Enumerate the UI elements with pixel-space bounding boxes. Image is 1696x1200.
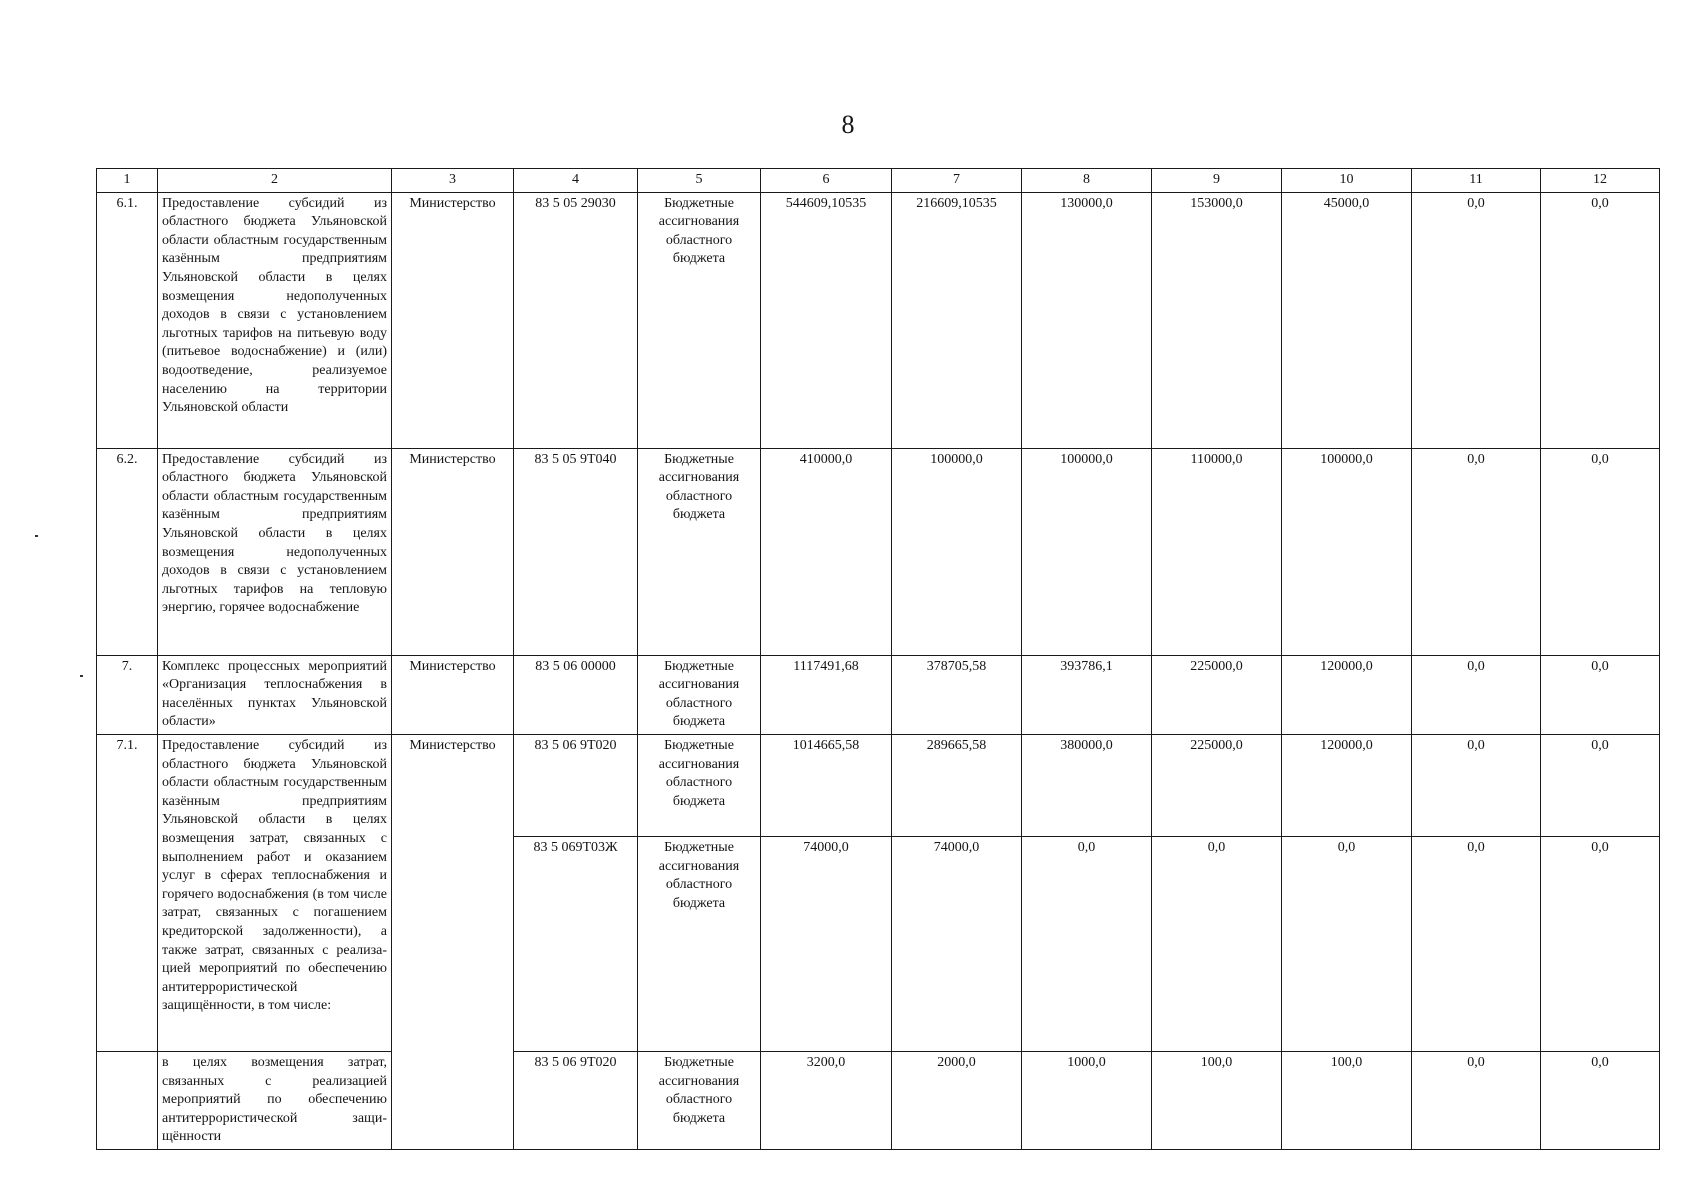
row-executor: Министерство: [392, 448, 514, 655]
row-source: Бюджетные ассигнования областного бюджета: [638, 655, 761, 734]
value-col-10: 120000,0: [1282, 655, 1412, 734]
value-col-12: 0,0: [1541, 1051, 1660, 1149]
value-col-8: 380000,0: [1022, 734, 1152, 836]
row-description: Предоставление субсидий из областного бюджета Ульяновской области областным государственным казённым предприятиям Ульяновской области в целях возмещения затрат, связанных с выполнением работ и оказанием услуг в сферах теплоснабжения и горячего водоснабжения (в том числе затрат, связанных с погашением кредиторской задолженности), а также затрат, связанных с реализацией мероприятий по обеспечению антитеррористической защищённости, в том числе:: [158, 734, 392, 1051]
row-number: 6.1.: [97, 192, 158, 448]
value-col-9: 225000,0: [1152, 734, 1282, 836]
value-col-10: 120000,0: [1282, 734, 1412, 836]
row-number: 7.: [97, 655, 158, 734]
table-row: [97, 655, 1660, 734]
row-source: Бюджетные ассигнования областного бюджета: [638, 734, 761, 836]
value-col-7: 216609,10535: [892, 192, 1022, 448]
value-total: 1014665,58: [761, 734, 892, 836]
table-row: [97, 734, 1660, 836]
value-col-7: 2000,0: [892, 1051, 1022, 1149]
header-cell: 6: [761, 169, 892, 193]
row-code: 83 5 06 9Т020: [514, 734, 638, 836]
value-col-11: 0,0: [1412, 734, 1541, 836]
value-col-9: 0,0: [1152, 836, 1282, 1051]
scan-speck: [35, 535, 38, 537]
scan-speck: [80, 675, 83, 677]
value-col-7: 378705,58: [892, 655, 1022, 734]
value-total: 544609,10535: [761, 192, 892, 448]
row-source: Бюджетные ассигнования областного бюджета: [638, 448, 761, 655]
row-code: 83 5 06 9Т020: [514, 1051, 638, 1149]
table-row: [97, 448, 1660, 655]
value-col-9: 225000,0: [1152, 655, 1282, 734]
header-cell: 3: [392, 169, 514, 193]
header-cell: 10: [1282, 169, 1412, 193]
value-col-9: 153000,0: [1152, 192, 1282, 448]
value-col-12: 0,0: [1541, 734, 1660, 836]
row-description: в целях возмещения затрат, связанных с реализацией мероприятий по обеспечению антитеррористической защищённости: [158, 1051, 392, 1149]
row-executor: Министерство: [392, 734, 514, 1149]
value-col-7: 289665,58: [892, 734, 1022, 836]
page-number: 8: [841, 110, 855, 139]
value-col-8: 0,0: [1022, 836, 1152, 1051]
header-cell: 1: [97, 169, 158, 193]
value-col-12: 0,0: [1541, 448, 1660, 655]
row-executor: Министерство: [392, 192, 514, 448]
row-description: Предоставление субсидий из областного бюджета Ульяновской области областным государственным казённым предприятиям Ульяновской области в целях возмещения недополученных доходов в связи с установлением льготных тарифов на питьевую воду (питьевое водоснабжение) и (или) водоотведение, реализуемое населению на территории Ульяновской области: [158, 192, 392, 448]
value-col-11: 0,0: [1412, 192, 1541, 448]
row-code: 83 5 06 00000: [514, 655, 638, 734]
header-cell: 12: [1541, 169, 1660, 193]
value-col-12: 0,0: [1541, 836, 1660, 1051]
value-col-8: 1000,0: [1022, 1051, 1152, 1149]
value-col-7: 74000,0: [892, 836, 1022, 1051]
header-cell: 5: [638, 169, 761, 193]
row-number: [97, 1051, 158, 1149]
header-cell: 7: [892, 169, 1022, 193]
table-row: [97, 192, 1660, 448]
header-cell: 8: [1022, 169, 1152, 193]
value-col-10: 100000,0: [1282, 448, 1412, 655]
value-col-9: 100,0: [1152, 1051, 1282, 1149]
header-cell: 2: [158, 169, 392, 193]
row-code: 83 5 05 9Т040: [514, 448, 638, 655]
header-cell: 4: [514, 169, 638, 193]
value-col-11: 0,0: [1412, 836, 1541, 1051]
value-col-8: 100000,0: [1022, 448, 1152, 655]
header-row: [97, 169, 1660, 193]
row-description: Комплекс процессных мероприятий «Организация теплоснабжения в населённых пунктах Ульяновской области»: [158, 655, 392, 734]
row-executor: Министерство: [392, 655, 514, 734]
value-col-9: 110000,0: [1152, 448, 1282, 655]
value-total: 1117491,68: [761, 655, 892, 734]
value-col-8: 393786,1: [1022, 655, 1152, 734]
value-total: 410000,0: [761, 448, 892, 655]
row-description: Предоставление субсидий из областного бюджета Ульяновской области областным государственным казённым предприятиям Ульяновской области в целях возмещения недополученных доходов в связи с установлением льготных тарифов на тепловую энергию, горячее водоснабжение: [158, 448, 392, 655]
row-number: 7.1.: [97, 734, 158, 1051]
value-col-10: 0,0: [1282, 836, 1412, 1051]
row-source: Бюджетные ассигнования областного бюджета: [638, 192, 761, 448]
budget-table: [96, 168, 1660, 1150]
row-source: Бюджетные ассигнования областного бюджета: [638, 1051, 761, 1149]
row-code: 83 5 05 29030: [514, 192, 638, 448]
value-col-11: 0,0: [1412, 1051, 1541, 1149]
row-number: 6.2.: [97, 448, 158, 655]
row-source: Бюджетные ассигнования областного бюджета: [638, 836, 761, 1051]
value-col-10: 45000,0: [1282, 192, 1412, 448]
table-row: [97, 1051, 1660, 1149]
header-cell: 11: [1412, 169, 1541, 193]
value-col-8: 130000,0: [1022, 192, 1152, 448]
value-col-12: 0,0: [1541, 655, 1660, 734]
value-col-10: 100,0: [1282, 1051, 1412, 1149]
value-col-7: 100000,0: [892, 448, 1022, 655]
value-col-12: 0,0: [1541, 192, 1660, 448]
value-col-11: 0,0: [1412, 448, 1541, 655]
value-col-11: 0,0: [1412, 655, 1541, 734]
value-total: 74000,0: [761, 836, 892, 1051]
header-cell: 9: [1152, 169, 1282, 193]
row-code: 83 5 069Т03Ж: [514, 836, 638, 1051]
value-total: 3200,0: [761, 1051, 892, 1149]
